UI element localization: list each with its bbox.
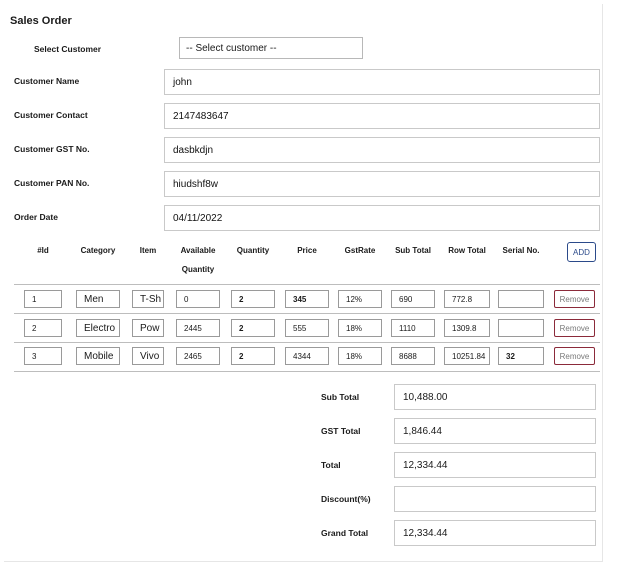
row1-serial-input[interactable] bbox=[498, 290, 544, 308]
header-quantity: Quantity bbox=[236, 246, 270, 255]
row1-sub-total-input[interactable]: 690 bbox=[391, 290, 435, 308]
row1-available-input[interactable]: 0 bbox=[176, 290, 220, 308]
order-date-input[interactable]: 04/11/2022 bbox=[164, 205, 600, 231]
customer-gst-label: Customer GST No. bbox=[14, 144, 90, 154]
row3-category-select[interactable]: Mobile bbox=[76, 347, 120, 365]
row2-item-select[interactable]: Pow bbox=[132, 319, 164, 337]
header-gst-rate: GstRate bbox=[344, 246, 376, 255]
row3-row-total-input[interactable]: 10251.84 bbox=[444, 347, 490, 365]
row2-sub-total-input[interactable]: 1110 bbox=[391, 319, 435, 337]
row2-quantity-input[interactable]: 2 bbox=[231, 319, 275, 337]
select-customer-dropdown[interactable]: -- Select customer -- bbox=[179, 37, 363, 59]
row2-category-select[interactable]: Electro bbox=[76, 319, 120, 337]
row1-row-total-input[interactable]: 772.8 bbox=[444, 290, 490, 308]
page-title: Sales Order bbox=[10, 15, 72, 27]
total-input[interactable]: 12,334.44 bbox=[394, 452, 596, 478]
row3-available-input[interactable]: 2465 bbox=[176, 347, 220, 365]
discount-input[interactable] bbox=[394, 486, 596, 512]
row1-category-select[interactable]: Men bbox=[76, 290, 120, 308]
row3-price-input[interactable]: 4344 bbox=[285, 347, 329, 365]
row1-remove-button[interactable]: Remove bbox=[554, 290, 595, 308]
row1-price-input[interactable]: 345 bbox=[285, 290, 329, 308]
customer-pan-label: Customer PAN No. bbox=[14, 178, 90, 188]
row3-serial-input[interactable]: 32 bbox=[498, 347, 544, 365]
sub-total-input[interactable]: 10,488.00 bbox=[394, 384, 596, 410]
discount-label: Discount(%) bbox=[321, 494, 371, 504]
add-row-button[interactable]: ADD bbox=[567, 242, 596, 262]
header-serial: Serial No. bbox=[502, 246, 540, 255]
customer-pan-input[interactable]: hiudshf8w bbox=[164, 171, 600, 197]
row-divider bbox=[14, 313, 600, 314]
row3-gst-rate-input[interactable]: 18% bbox=[338, 347, 382, 365]
row1-gst-rate-input[interactable]: 12% bbox=[338, 290, 382, 308]
row2-gst-rate-input[interactable]: 18% bbox=[338, 319, 382, 337]
row2-id-input[interactable]: 2 bbox=[24, 319, 62, 337]
header-id: #Id bbox=[37, 246, 49, 255]
row1-item-select[interactable]: T-Sh bbox=[132, 290, 164, 308]
header-row-total: Row Total bbox=[448, 246, 486, 255]
row-divider bbox=[14, 371, 600, 372]
row3-quantity-input[interactable]: 2 bbox=[231, 347, 275, 365]
total-label: Total bbox=[321, 460, 341, 470]
customer-contact-label: Customer Contact bbox=[14, 110, 88, 120]
select-customer-label: Select Customer bbox=[34, 44, 102, 54]
grand-total-label: Grand Total bbox=[321, 528, 369, 538]
gst-total-input[interactable]: 1,846.44 bbox=[394, 418, 596, 444]
grand-total-input[interactable]: 12,334.44 bbox=[394, 520, 596, 546]
header-item: Item bbox=[139, 246, 157, 255]
row2-remove-button[interactable]: Remove bbox=[554, 319, 595, 337]
row-divider bbox=[14, 284, 600, 285]
header-price: Price bbox=[297, 246, 317, 255]
gst-total-label: GST Total bbox=[321, 426, 361, 436]
row1-id-input[interactable]: 1 bbox=[24, 290, 62, 308]
row3-id-input[interactable]: 3 bbox=[24, 347, 62, 365]
header-category: Category bbox=[80, 246, 116, 255]
sub-total-label: Sub Total bbox=[321, 392, 360, 402]
customer-name-input[interactable]: john bbox=[164, 69, 600, 95]
customer-name-label: Customer Name bbox=[14, 76, 80, 86]
customer-gst-input[interactable]: dasbkdjn bbox=[164, 137, 600, 163]
row1-quantity-input[interactable]: 2 bbox=[231, 290, 275, 308]
row2-row-total-input[interactable]: 1309.8 bbox=[444, 319, 490, 337]
row2-price-input[interactable]: 555 bbox=[285, 319, 329, 337]
row2-serial-input[interactable] bbox=[498, 319, 544, 337]
row-divider bbox=[14, 342, 600, 343]
header-sub-total: Sub Total bbox=[395, 246, 431, 255]
row3-sub-total-input[interactable]: 8688 bbox=[391, 347, 435, 365]
order-date-label: Order Date bbox=[14, 212, 58, 222]
header-available: Available Quantity bbox=[180, 246, 216, 274]
row3-remove-button[interactable]: Remove bbox=[554, 347, 595, 365]
row3-item-select[interactable]: Vivo bbox=[132, 347, 164, 365]
customer-contact-input[interactable]: 2147483647 bbox=[164, 103, 600, 129]
row2-available-input[interactable]: 2445 bbox=[176, 319, 220, 337]
